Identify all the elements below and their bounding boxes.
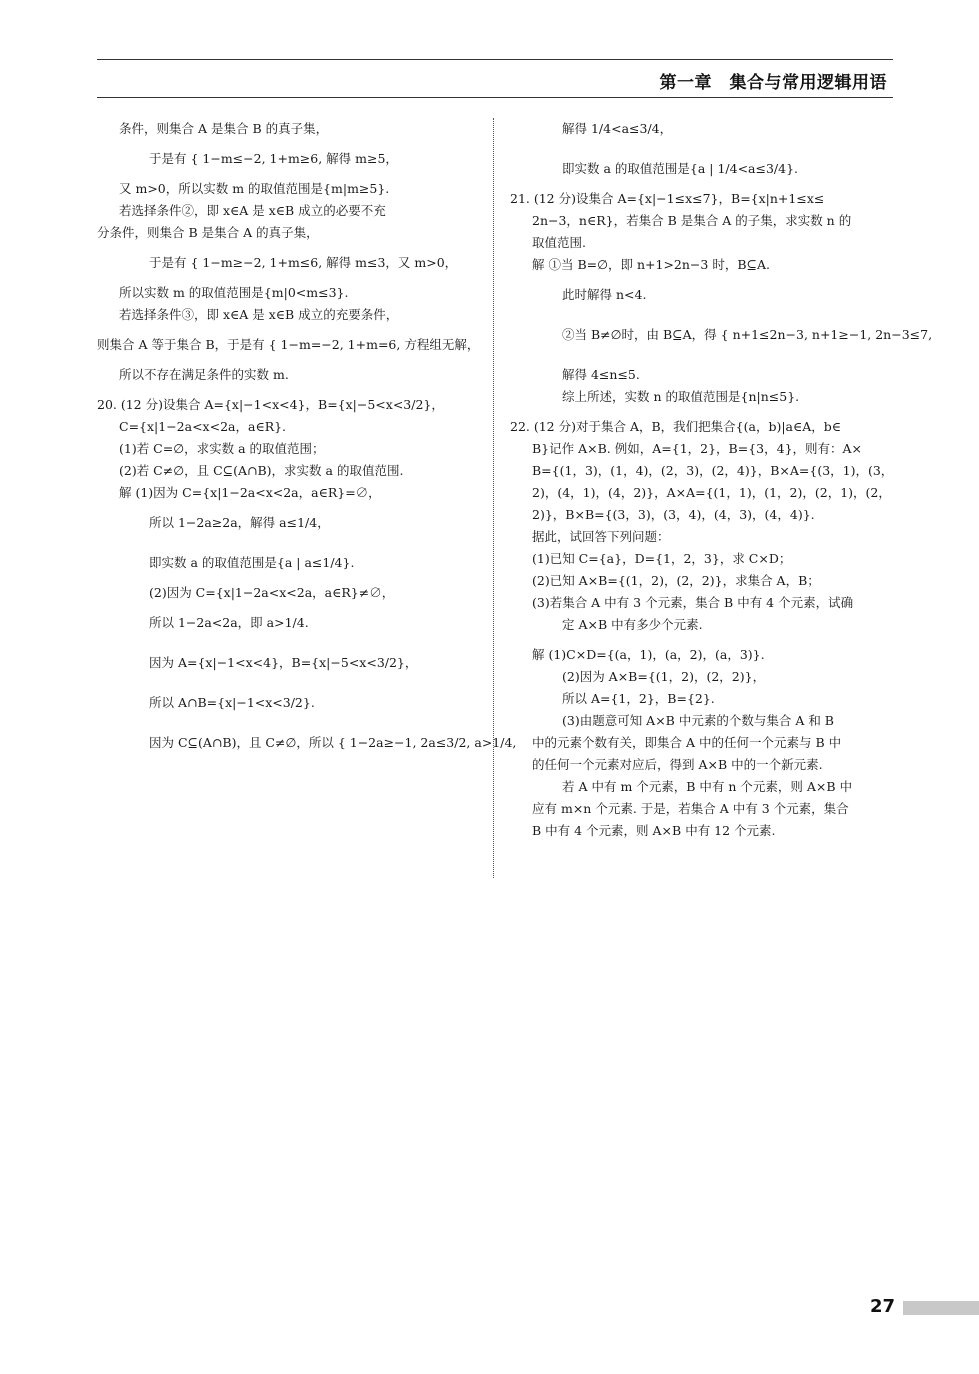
- line-spacer: [97, 170, 482, 178]
- line-spacer: [97, 386, 482, 394]
- text-line: 解得 4≤n≤5.: [562, 367, 640, 382]
- text-line: 定 A×B 中有多少个元素.: [562, 617, 703, 632]
- text-line: 于是有 { 1−m≥−2, 1+m≤6, 解得 m≤3，又 m>0，: [149, 255, 458, 270]
- text-line: 所以 1−2a<2a，即 a>1/4.: [149, 615, 309, 630]
- line-spacer: [510, 140, 893, 158]
- text-line: (2)若 C≠∅，且 C⊆(A∩B)，求实数 a 的取值范围.: [119, 463, 404, 478]
- text-line: (1)已知 C={a}，D={1，2，3}，求 C×D；: [532, 551, 792, 566]
- line-spacer: [97, 244, 482, 252]
- line-spacer: [97, 714, 482, 732]
- text-line: 条件，则集合 A 是集合 B 的真子集，: [119, 121, 329, 136]
- text-line: (3)若集合 A 中有 3 个元素，集合 B 中有 4 个元素，试确: [532, 595, 854, 610]
- text-line: 因为 A={x|−1<x<4}，B={x|−5<x<3/2}，: [149, 655, 418, 670]
- line-spacer: [510, 636, 893, 644]
- text-line: ②当 B≠∅时，由 B⊆A，得 { n+1≤2n−3, n+1≥−1, 2n−3≤7,: [562, 327, 933, 342]
- column-divider: [493, 118, 494, 878]
- text-line: 2)}，B×B={(3，3)，(3，4)，(4，3)，(4，4)}.: [532, 507, 815, 522]
- text-line: 取值范围.: [532, 235, 586, 250]
- text-line: 若选择条件③，即 x∈A 是 x∈B 成立的充要条件，: [119, 307, 399, 322]
- text-line: B={(1，3)，(1，4)，(2，3)，(2，4)}，B×A={(3，1)，(3，: [532, 463, 894, 478]
- line-spacer: [97, 274, 482, 282]
- text-line: 则集合 A 等于集合 B，于是有 { 1−m=−2, 1+m=6, 方程组无解，: [97, 337, 480, 352]
- text-line: 分条件，则集合 B 是集合 A 的真子集，: [97, 225, 319, 240]
- text-line: 2n−3，n∈R}，若集合 B 是集合 A 的子集，求实数 n 的: [532, 213, 852, 228]
- text-line: (2)因为 C={x|1−2a<x<2a，a∈R}≠∅，: [149, 585, 395, 600]
- text-line: 即实数 a 的取值范围是{a | a≤1/4}.: [149, 555, 355, 570]
- line-spacer: [97, 140, 482, 148]
- text-line: 22. (12 分)对于集合 A，B，我们把集合{(a，b)|a∈A，b∈: [510, 419, 842, 434]
- text-line: 解得 1/4<a≤3/4，: [562, 121, 673, 136]
- text-line: 21. (12 分)设集合 A={x|−1≤x≤7}，B={x|n+1≤x≤: [510, 191, 825, 206]
- text-line: 2)，(4，1)，(4，2)}，A×A={(1，1)，(1，2)，(2，1)，(2，: [532, 485, 891, 500]
- line-spacer: [97, 604, 482, 612]
- text-line: 所以 A={1，2}，B={2}.: [562, 691, 715, 706]
- text-line: 若 A 中有 m 个元素，B 中有 n 个元素，则 A×B 中: [562, 779, 853, 794]
- text-line: 解 (1)C×D={(a，1)，(a，2)，(a，3)}.: [532, 647, 765, 662]
- page-number: 27: [870, 1296, 896, 1317]
- left-column: [97, 118, 517, 754]
- text-line: 于是有 { 1−m≤−2, 1+m≥6, 解得 m≥5，: [149, 151, 398, 166]
- line-spacer: [97, 504, 482, 512]
- line-spacer: [97, 634, 482, 652]
- text-line: 解 ①当 B=∅，即 n+1>2n−3 时，B⊆A.: [532, 257, 770, 272]
- line-spacer: [510, 180, 893, 188]
- text-line: 因为 C⊆(A∩B)，且 C≠∅，所以 { 1−2a≥−1, 2a≤3/2, a>1/4,: [149, 735, 517, 750]
- line-spacer: [97, 574, 482, 582]
- text-line: (2)已知 A×B={(1，2)，(2，2)}，求集合 A，B；: [532, 573, 820, 588]
- text-line: 20. (12 分)设集合 A={x|−1<x<4}，B={x|−5<x<3/2}，: [97, 397, 444, 412]
- text-line: (1)若 C=∅，求实数 a 的取值范围；: [119, 441, 325, 456]
- text-line: 若选择条件②，即 x∈A 是 x∈B 成立的必要不充: [119, 203, 386, 218]
- text-line: 又 m>0，所以实数 m 的取值范围是{m|m≥5}.: [119, 181, 390, 196]
- line-spacer: [97, 534, 482, 552]
- line-spacer: [510, 306, 893, 324]
- text-line: (2)因为 A×B={(1，2)，(2，2)}，: [562, 669, 766, 684]
- chapter-title: 第一章 集合与常用逻辑用语: [659, 73, 887, 93]
- text-line: 所以实数 m 的取值范围是{m|0<m≤3}.: [119, 285, 349, 300]
- line-spacer: [97, 356, 482, 364]
- text-line: 所以 A∩B={x|−1<x<3/2}.: [149, 695, 315, 710]
- text-line: 即实数 a 的取值范围是{a | 1/4<a≤3/4}.: [562, 161, 799, 176]
- text-line: 应有 m×n 个元素. 于是，若集合 A 中有 3 个元素，集合: [532, 801, 849, 816]
- text-line: 的任何一个元素对应后，得到 A×B 中的一个新元素.: [532, 757, 823, 772]
- text-line: (3)由题意可知 A×B 中元素的个数与集合 A 和 B: [562, 713, 834, 728]
- line-spacer: [510, 408, 893, 416]
- text-line: 所以不存在满足条件的实数 m.: [119, 367, 289, 382]
- text-line: B}记作 A×B. 例如，A={1，2}，B={3，4}，则有：A×: [532, 441, 863, 456]
- line-spacer: [510, 276, 893, 284]
- text-line: 此时解得 n<4.: [562, 287, 647, 302]
- text-line: 中的元素个数有关，即集合 A 中的任何一个元素与 B 中: [532, 735, 842, 750]
- text-line: 解 (1)因为 C={x|1−2a<x<2a，a∈R}=∅，: [119, 485, 381, 500]
- text-line: C={x|1−2a<x<2a，a∈R}.: [119, 419, 287, 434]
- line-spacer: [510, 346, 893, 364]
- line-spacer: [97, 674, 482, 692]
- text-line: 综上所述，实数 n 的取值范围是{n|n≤5}.: [562, 389, 800, 404]
- text-line: 所以 1−2a≥2a，解得 a≤1/4，: [149, 515, 330, 530]
- text-line: B 中有 4 个元素，则 A×B 中有 12 个元素.: [532, 823, 776, 838]
- right-column: [510, 118, 933, 842]
- text-line: 据此，试回答下列问题：: [532, 529, 670, 544]
- page-tab-decoration: [903, 1301, 979, 1315]
- page-header: [97, 59, 893, 98]
- line-spacer: [97, 326, 482, 334]
